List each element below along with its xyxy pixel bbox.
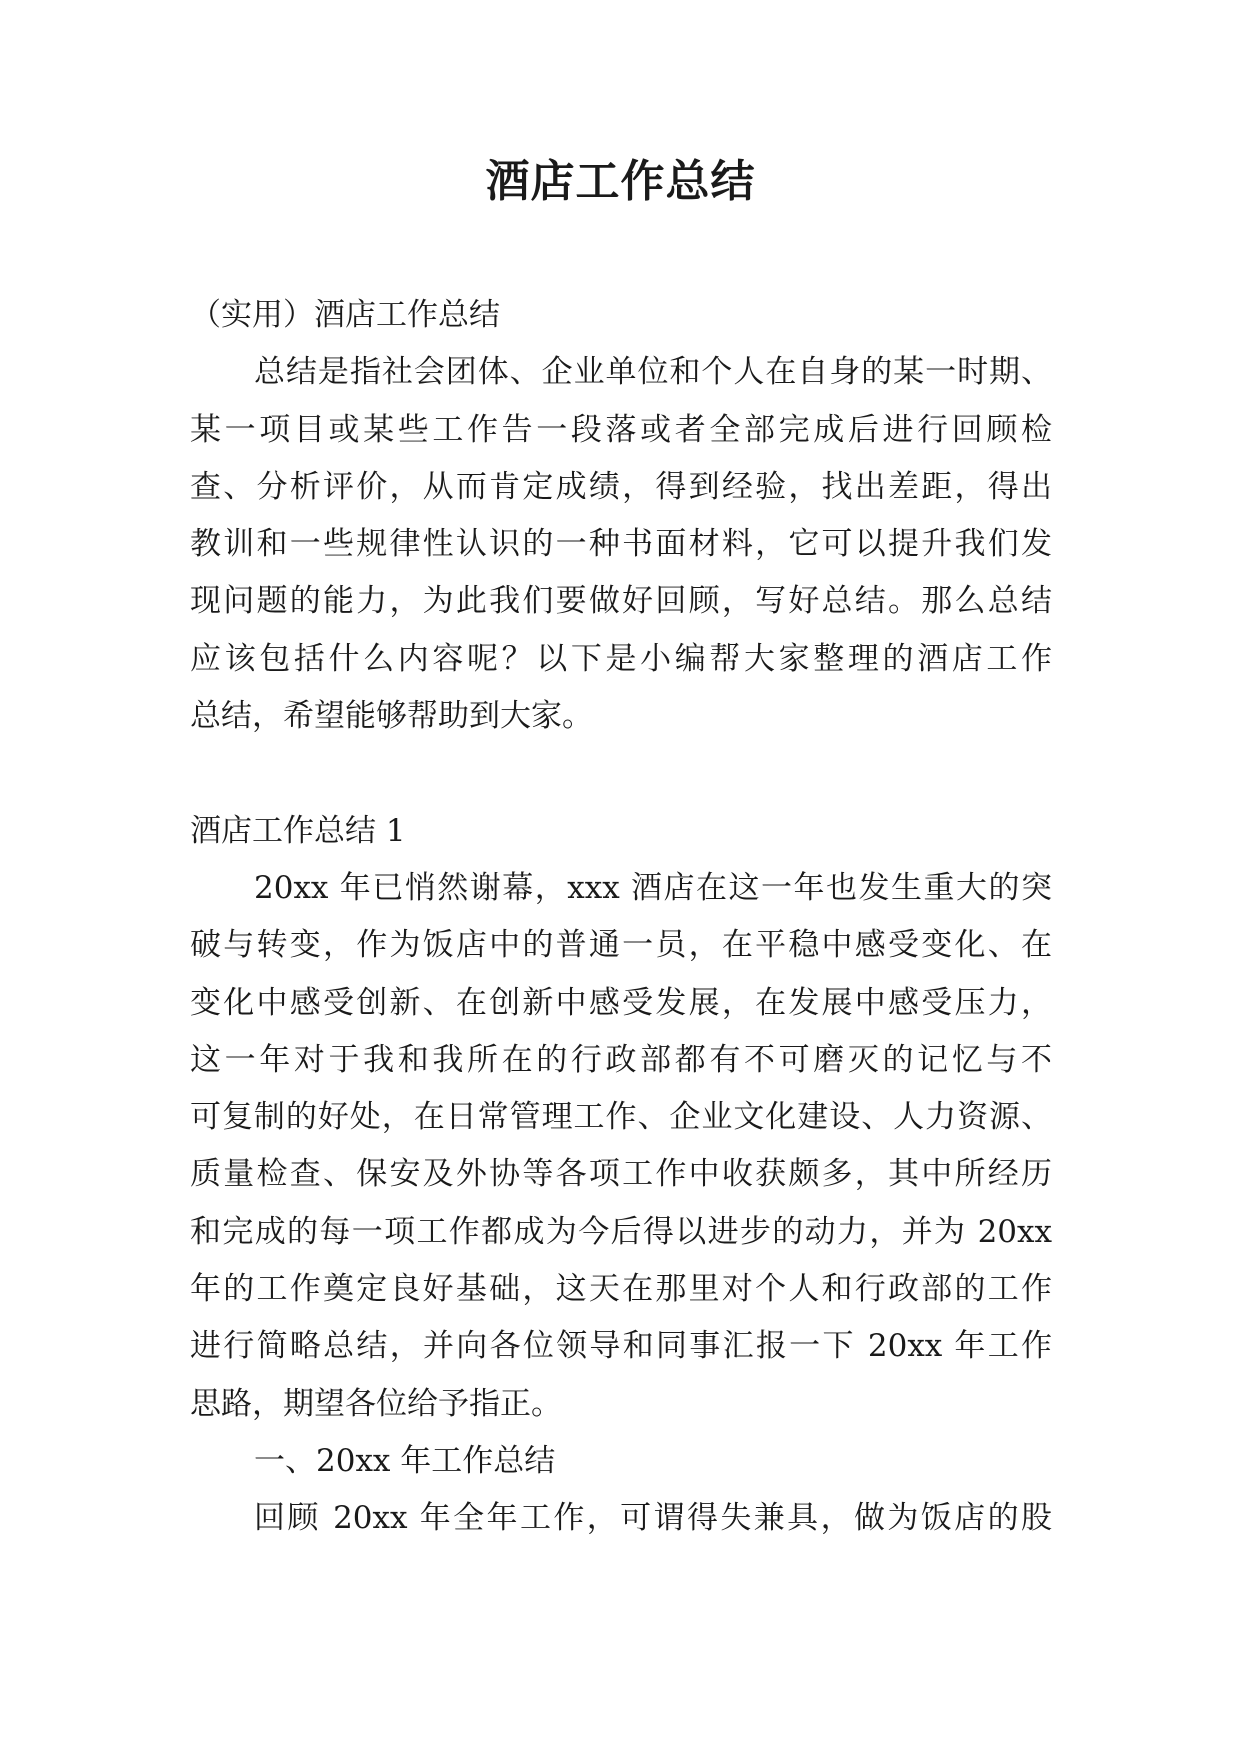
paragraph-line: 质量检查、保安及外协等各项工作中收获颇多，其中所经历 [190, 1156, 1052, 1193]
paragraph-line: 总结，希望能够帮助到大家。 [190, 698, 593, 735]
paragraph-line: 现问题的能力，为此我们要做好回顾，写好总结。那么总结 [190, 583, 1052, 620]
section-heading: 酒店工作总结 1 [190, 812, 406, 849]
paragraph-line: 这一年对于我和我所在的行政部都有不可磨灭的记忆与不 [190, 1041, 1052, 1078]
paragraph-line: 20xx 年已悄然谢幕，xxx 酒店在这一年也发生重大的突 [254, 869, 1052, 906]
paragraph-line: 应该包括什么内容呢？以下是小编帮大家整理的酒店工作 [190, 640, 1052, 677]
paragraph-line: 某一项目或某些工作告一段落或者全部完成后进行回顾检 [190, 411, 1052, 448]
paragraph-line: 变化中感受创新、在创新中感受发展，在发展中感受压力， [190, 984, 1052, 1021]
paragraph-line: 总结是指社会团体、企业单位和个人在自身的某一时期、 [254, 354, 1052, 391]
paragraph-line: 破与转变，作为饭店中的普通一员，在平稳中感受变化、在 [190, 927, 1052, 964]
document-title: 酒店工作总结 [485, 156, 756, 207]
paragraph-line: 年的工作奠定良好基础，这天在那里对个人和行政部的工作 [190, 1271, 1052, 1308]
paragraph-line: 和完成的每一项工作都成为今后得以进步的动力，并为 20xx [190, 1213, 1052, 1250]
paragraph-line: 查、分析评价，从而肯定成绩，得到经验，找出差距，得出 [190, 468, 1052, 505]
document-body [190, 287, 1052, 1548]
subtitle-line: （实用）酒店工作总结 [190, 297, 500, 333]
paragraph-line: 回顾 20xx 年全年工作，可谓得失兼具，做为饭店的股 [254, 1500, 1052, 1537]
paragraph-line: 进行简略总结，并向各位领导和同事汇报一下 20xx 年工作 [190, 1328, 1052, 1365]
paragraph-line: 思路，期望各位给予指正。 [190, 1385, 562, 1422]
paragraph-line: 可复制的好处，在日常管理工作、企业文化建设、人力资源、 [190, 1099, 1052, 1136]
paragraph-line: 教训和一些规律性认识的一种书面材料，它可以提升我们发 [190, 526, 1052, 563]
subsection-heading: 一、20xx 年工作总结 [254, 1442, 556, 1479]
blank-line [190, 745, 1052, 802]
